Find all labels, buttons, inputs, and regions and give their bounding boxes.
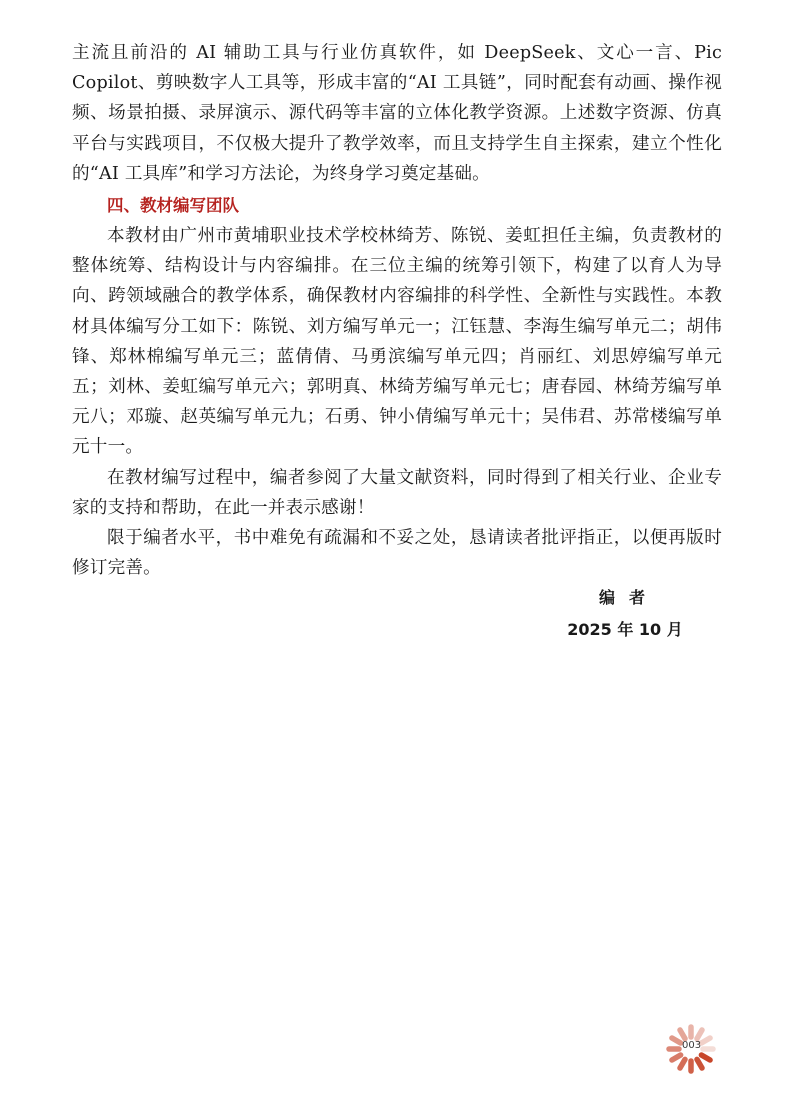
- intro-paragraph: 主流且前沿的 AI 辅助工具与行业仿真软件，如 DeepSeek、文心一言、Pic Copilot、剪映数字人工具等，形成丰富的“AI 工具链”，同时配套有动画、操作视频、场景拍摄、录屏演示、源代码等丰富的立体化教学资源。上述数字资源、仿真平台与实践项目，不仅极大提升了教学效率，而且支持学生自主探索，建立个性化的“AI 工具库”和学习方法论，为终身学习奠定基础。: [72, 43, 722, 184]
- closing-paragraph: 限于编者水平，书中难免有疏漏和不妥之处，恳请读者批评指正，以便再版时修订完善。: [72, 528, 722, 579]
- badge-ray: [680, 1059, 685, 1068]
- badge-ray: [701, 1055, 710, 1060]
- signature-date: 2025 年 10 月: [567, 620, 683, 639]
- badge-ray: [697, 1059, 702, 1068]
- badge-ray: [697, 1030, 702, 1039]
- team-paragraph: 本教材由广州市黄埔职业技术学校林绮芳、陈锐、姜虹担任主编，负责教材的整体统筹、结构设计与内容编排。在三位主编的统筹引领下，构建了以育人为导向、跨领域融合的教学体系，确保教材内容编排的科学性、全新性与实践性。本教材具体编写分工如下：陈锐、刘方编写单元一；江钰慧、李海生编写单元二；胡伟锋、郑林棉编写单元三；蓝倩倩、马勇滨编写单元四；肖丽红、刘思婷编写单元五；刘林、姜虹编写单元六；郭明真、林绮芳编写单元七；唐春园、林绮芳编写单元八；邓璇、赵英编写单元九；石勇、钟小倩编写单元十；吴伟君、苏常楼编写单元十一。: [72, 226, 722, 458]
- page-number: 003: [682, 1040, 702, 1051]
- badge-ray: [672, 1038, 681, 1043]
- document-page: [72, 38, 722, 583]
- badge-ray: [672, 1055, 681, 1060]
- badge-ray: [680, 1030, 685, 1039]
- section-heading-team: 四、教材编写团队: [107, 196, 239, 216]
- signature-author: 编者: [598, 588, 659, 607]
- signature-block: [560, 582, 690, 646]
- thanks-paragraph: 在教材编写过程中，编者参阅了大量文献资料，同时得到了相关行业、企业专家的支持和帮助，在此一并表示感谢！: [72, 467, 722, 518]
